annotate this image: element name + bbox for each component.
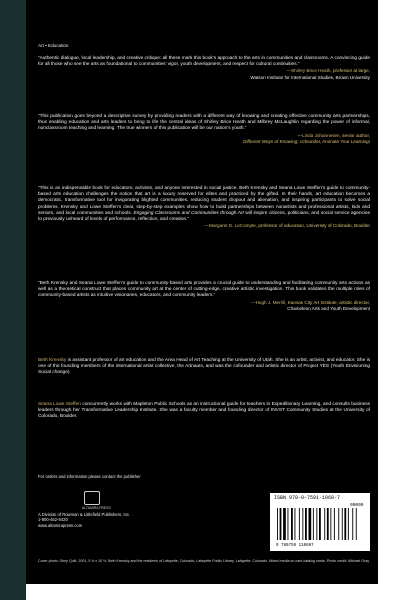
- quote-role: , professor at large,: [330, 68, 370, 74]
- barcode-graphic: [274, 502, 366, 548]
- barcode-bar: [324, 508, 325, 540]
- quote-author: —Shirley Brice Heath: [286, 68, 331, 74]
- publisher-info: [38, 512, 130, 528]
- barcode-bar: [280, 508, 282, 540]
- quote-affiliation: Watson Institute for International Studies, Brown University: [250, 74, 370, 80]
- author-bio: [38, 402, 370, 421]
- book-title: Engaging Classrooms and Communities through Art: [133, 210, 244, 216]
- barcode-bar: [277, 508, 278, 540]
- barcode-bar: [342, 508, 343, 540]
- barcode-bar: [295, 508, 296, 540]
- quote-text: “This publication goes beyond a descriptive survey by providing readers with a different way of knowing and creating effective community arts partnerships, thus enabling education and arts leaders to bring to life the central ideas of Shirley Brice Heath and Milbrey McLaughlin regarding the power of informal, nonclassroom teaching and learning. The true winners of this publication will be our nation’s youth.”: [38, 114, 370, 132]
- barcode-bar: [305, 508, 307, 540]
- bio-text: is assistant professor of art education and the Area Head of Art Teaching at the University of Utah. She is an artist, activist, and educator. She is one of the founding members of the international artist collective, the Artnauts, and was the cofounder and artistic director of Project YES (Youth Envisioning Social change).: [38, 358, 371, 376]
- barcode-bar: [309, 508, 312, 540]
- endorsement-quote: [38, 56, 370, 81]
- barcode-bar: [299, 508, 300, 540]
- publisher-division: A Division of Rowman & Littlefield Publishers, Inc.: [38, 512, 131, 517]
- order-line: For orders and information please contact the publisher: [38, 474, 141, 479]
- publisher-website: www.altamirapress.com: [38, 522, 83, 528]
- quote-role-extra: ; cofounder, Animate Your Learning!: [297, 138, 370, 144]
- quote-text-part: “This is an indispensable book for educators, activists, and anyone interested in social justice. Beth Krensky and Seana Lowe Steffen’s guide to community-based arts education challenges the notion that art is a luxury reserved for elites and practiced by the gifted. In their hands, art education becomes a democratic, transformative tool for invigorating blighted communities, reducing student dropout and alienation, and inspiring participants to solve social problems. Krensky and Lowe Steffen’s clear, step-by-step examples show how to build partnerships between nonartists and professional artists, kids and seniors, and local communities and schools.: [38, 186, 370, 216]
- barcode-bar: [334, 508, 335, 540]
- publisher-logo-text: ALTAMIRA PRESS: [82, 506, 111, 510]
- quote-author: —Hugh J. Merrill: [251, 299, 286, 305]
- price-code: 90000: [350, 503, 364, 508]
- quote-text: [38, 186, 370, 223]
- barcode-bar: [352, 508, 353, 540]
- barcode-bar: [316, 508, 317, 540]
- quote-affiliation: [38, 139, 370, 145]
- quote-author: —Linda Johannesen: [297, 132, 340, 138]
- quote-text: “Beth Krensky and Seana Lowe Steffen’s guide to community-based arts provides a crucial guide to understanding and facilitating community arts actions as well as a theoretical construct that places community art at the center of cutting-edge, creative artistic investigation. This book validates the multiple roles of community-based artists as intuitive visionaries, educators, and community leaders.”: [38, 281, 370, 299]
- cover-credits: Cover photo: Story Quilt, 2001, 5 ½ x 10 ½, Beth Krensky and the residents of Lafayette, Colorado, Lafayette Public Library, Lafayette, Colorado. Mixed media on card catalog cards. Photo credit: Michael Gray: [38, 559, 370, 563]
- ean-digits: 9 780759 110687: [276, 544, 314, 548]
- barcode-bar: [356, 508, 357, 540]
- author-bio: [38, 358, 370, 377]
- publisher-logo-icon: [84, 491, 100, 505]
- endorsement-quote: [38, 281, 370, 312]
- quote-role: , professor of education, University of Colorado, Boulder: [255, 223, 370, 229]
- barcode-bar: [344, 508, 346, 540]
- barcode-bar: [288, 508, 289, 540]
- quote-author: —Margaret D. LeCompte: [204, 223, 256, 229]
- bio-text: concurrently works with Mapleton Public Schools as an instructional guide for teachers in Expeditionary Learning, and consults business leaders through her Transformative Leadership Institute. She was a faculty member and founding director of INVST Community Studies at the University of Colorado, Boulder.: [38, 402, 370, 420]
- book-title: Different Ways of Knowing: [243, 138, 298, 144]
- endorsement-quote: [38, 186, 370, 229]
- quote-role: , Kansas City Art Institute; artistic director,: [285, 299, 370, 305]
- text-panel: [26, 0, 378, 584]
- barcode-bar: [319, 508, 321, 540]
- quote-role: , senior author,: [339, 132, 370, 138]
- barcode-bar: [283, 508, 286, 540]
- quote-affiliation: Chameleon Arts and Youth Development: [287, 305, 370, 311]
- barcode-bar: [291, 508, 293, 540]
- quote-text-part: will inspire citizens, politicians, and social service agencies to previously unheard of levels of performance, reflection, and creation.”: [38, 210, 370, 223]
- bottom-edge: [26, 584, 378, 600]
- order-info: [38, 474, 141, 479]
- isbn-text: ISBN 978-0-7591-1068-7: [274, 495, 341, 501]
- barcode-bar: [338, 508, 339, 540]
- endorsement-quote: [38, 114, 370, 145]
- subject-category: Art • Education: [38, 43, 69, 48]
- quote-text: “Authentic dialogue, local leadership, and creative critique: all these mark this book’s approach to the arts in communities and classrooms. A convincing guide for all those who see the arts as foundational to communities’ vigor, youth development, and respect for cultural continuities.”: [38, 56, 370, 68]
- quote-attribution: [38, 223, 370, 229]
- barcode-bar: [327, 508, 329, 540]
- author-name: Beth Krensky: [38, 358, 67, 363]
- barcode-bar: [313, 508, 314, 540]
- publisher-phone: 1-800-462-6420: [38, 517, 68, 523]
- author-name: Seana Lowe Steffen: [38, 402, 81, 407]
- barcode-bar: [302, 508, 303, 540]
- right-edge: [378, 0, 400, 600]
- barcode-bars: [277, 508, 357, 540]
- barcode-bar: [330, 508, 331, 540]
- barcode-bar: [348, 508, 349, 540]
- barcode: [270, 493, 370, 551]
